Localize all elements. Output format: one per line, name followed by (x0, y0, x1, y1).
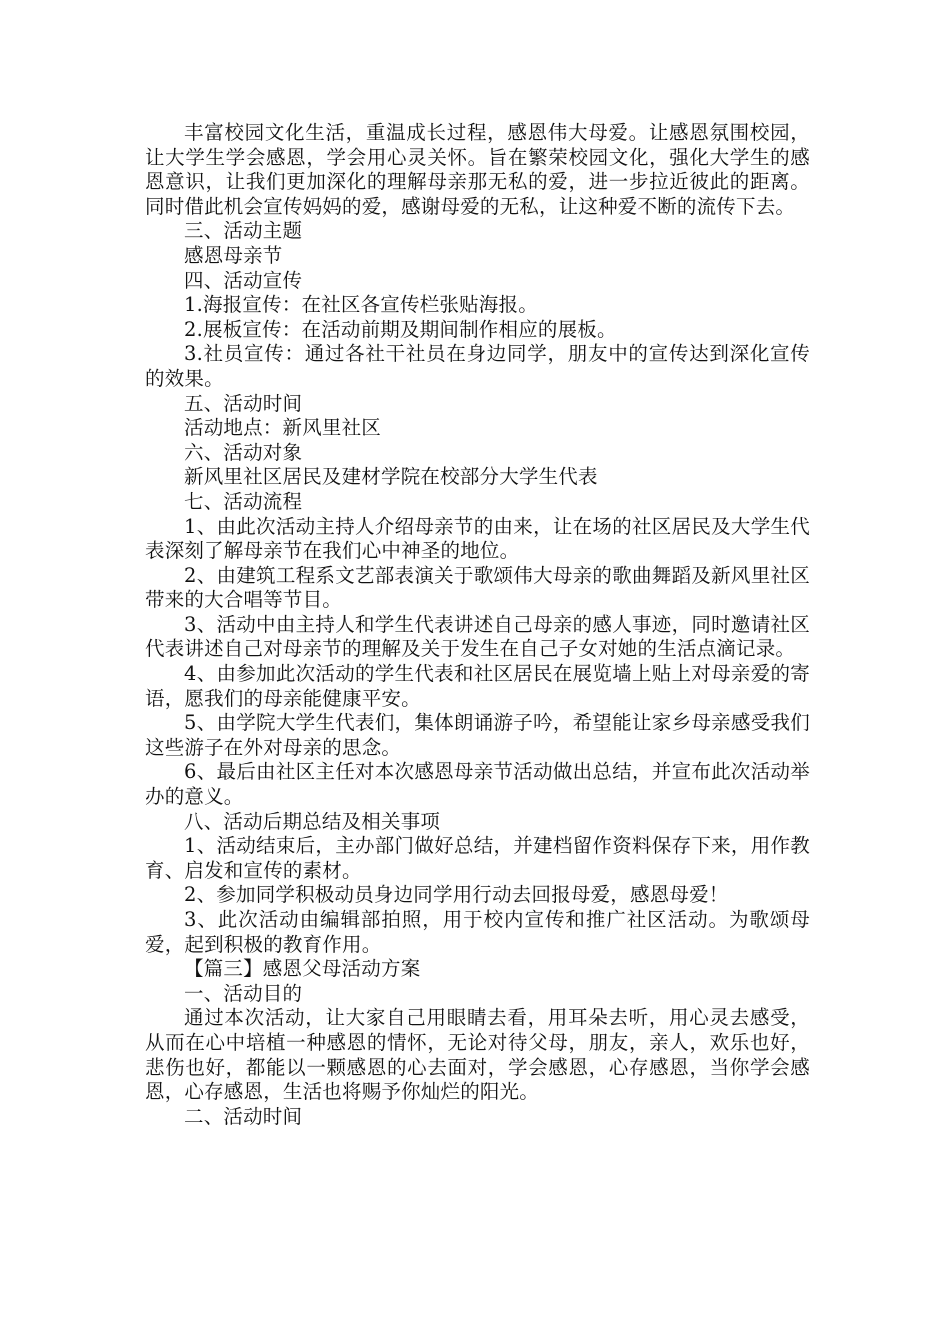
section-heading: 八、活动后期总结及相关事项 (184, 809, 441, 833)
list-item: 3、此次活动由编辑部拍照，用于校内宣传和推广社区活动。为歌颂母爱，起到积极的教育作用。 (145, 908, 810, 956)
list-item: 4、由参加此次活动的学生代表和社区居民在展览墙上贴上对母亲爱的寄语，愿我们的母亲能健康平安。 (145, 662, 810, 710)
section-heading: 四、活动宣传 (184, 268, 303, 292)
list-item: 1、由此次活动主持人介绍母亲节的由来，让在场的社区居民及大学生代表深刻了解母亲节在我们心中神圣的地位。 (145, 514, 810, 563)
paragraph: 通过本次活动，让大家自己用眼睛去看，用耳朵去听，用心灵去感受，从而在心中培植一种感恩的情怀，无论对待父母，朋友，亲人，欢乐也好，悲伤也好，都能以一颗感恩的心去面对，学会感恩，心存感恩，当你学会感恩，心存感恩，生活也将赐予你灿烂的阳光。 (145, 1006, 810, 1104)
list-item: 5、由学院大学生代表们，集体朗诵游子吟，希望能让家乡母亲感受我们这些游子在外对母亲的思念。 (145, 711, 810, 759)
paragraph: 新风里社区居民及建材学院在校部分大学生代表 (184, 465, 598, 489)
chapter-heading: 【篇三】感恩父母活动方案 (184, 957, 421, 981)
section-heading: 五、活动时间 (184, 391, 303, 415)
list-item: 2.展板宣传：在活动前期及期间制作相应的展板。 (184, 317, 617, 341)
list-item: 2、由建筑工程系文艺部表演关于歌颂伟大母亲的歌曲舞蹈及新风里社区带来的大合唱等节目。 (145, 563, 810, 612)
list-item: 1.海报宣传：在社区各宣传栏张贴海报。 (184, 293, 538, 317)
section-heading: 七、活动流程 (184, 489, 303, 513)
section-heading: 一、活动目的 (184, 981, 303, 1005)
section-heading: 二、活动时间 (184, 1104, 303, 1128)
section-heading: 六、活动对象 (184, 440, 303, 464)
list-item: 1、活动结束后，主办部门做好总结，并建档留作资料保存下来，用作教育、启发和宣传的素材。 (145, 834, 810, 882)
paragraph: 感恩母亲节 (184, 243, 283, 267)
list-item: 3.社员宣传：通过各社干社员在身边同学，朋友中的宣传达到深化宣传的效果。 (145, 342, 810, 390)
list-item: 6、最后由社区主任对本次感恩母亲节活动做出总结，并宣布此次活动举办的意义。 (145, 760, 810, 809)
paragraph: 活动地点：新风里社区 (184, 416, 382, 440)
section-heading: 三、活动主题 (184, 219, 303, 243)
document-body (145, 121, 810, 1129)
paragraph: 丰富校园文化生活，重温成长过程，感恩伟大母爱。让感恩氛围校园，让大学生学会感恩，学会用心灵关怀。旨在繁荣校园文化，强化大学生的感恩意识，让我们更加深化的理解母亲那无私的爱，进一步拉近彼此的距离。同时借此机会宣传妈妈的爱，感谢母爱的无私，让这种爱不断的流传下去。 (145, 121, 810, 218)
list-item: 3、活动中由主持人和学生代表讲述自己母亲的感人事迹，同时邀请社区代表讲述自己对母亲节的理解及关于发生在自己子女对她的生活点滴记录。 (145, 612, 810, 661)
list-item: 2、参加同学积极动员身边同学用行动去回报母爱，感恩母爱！ (184, 883, 729, 907)
